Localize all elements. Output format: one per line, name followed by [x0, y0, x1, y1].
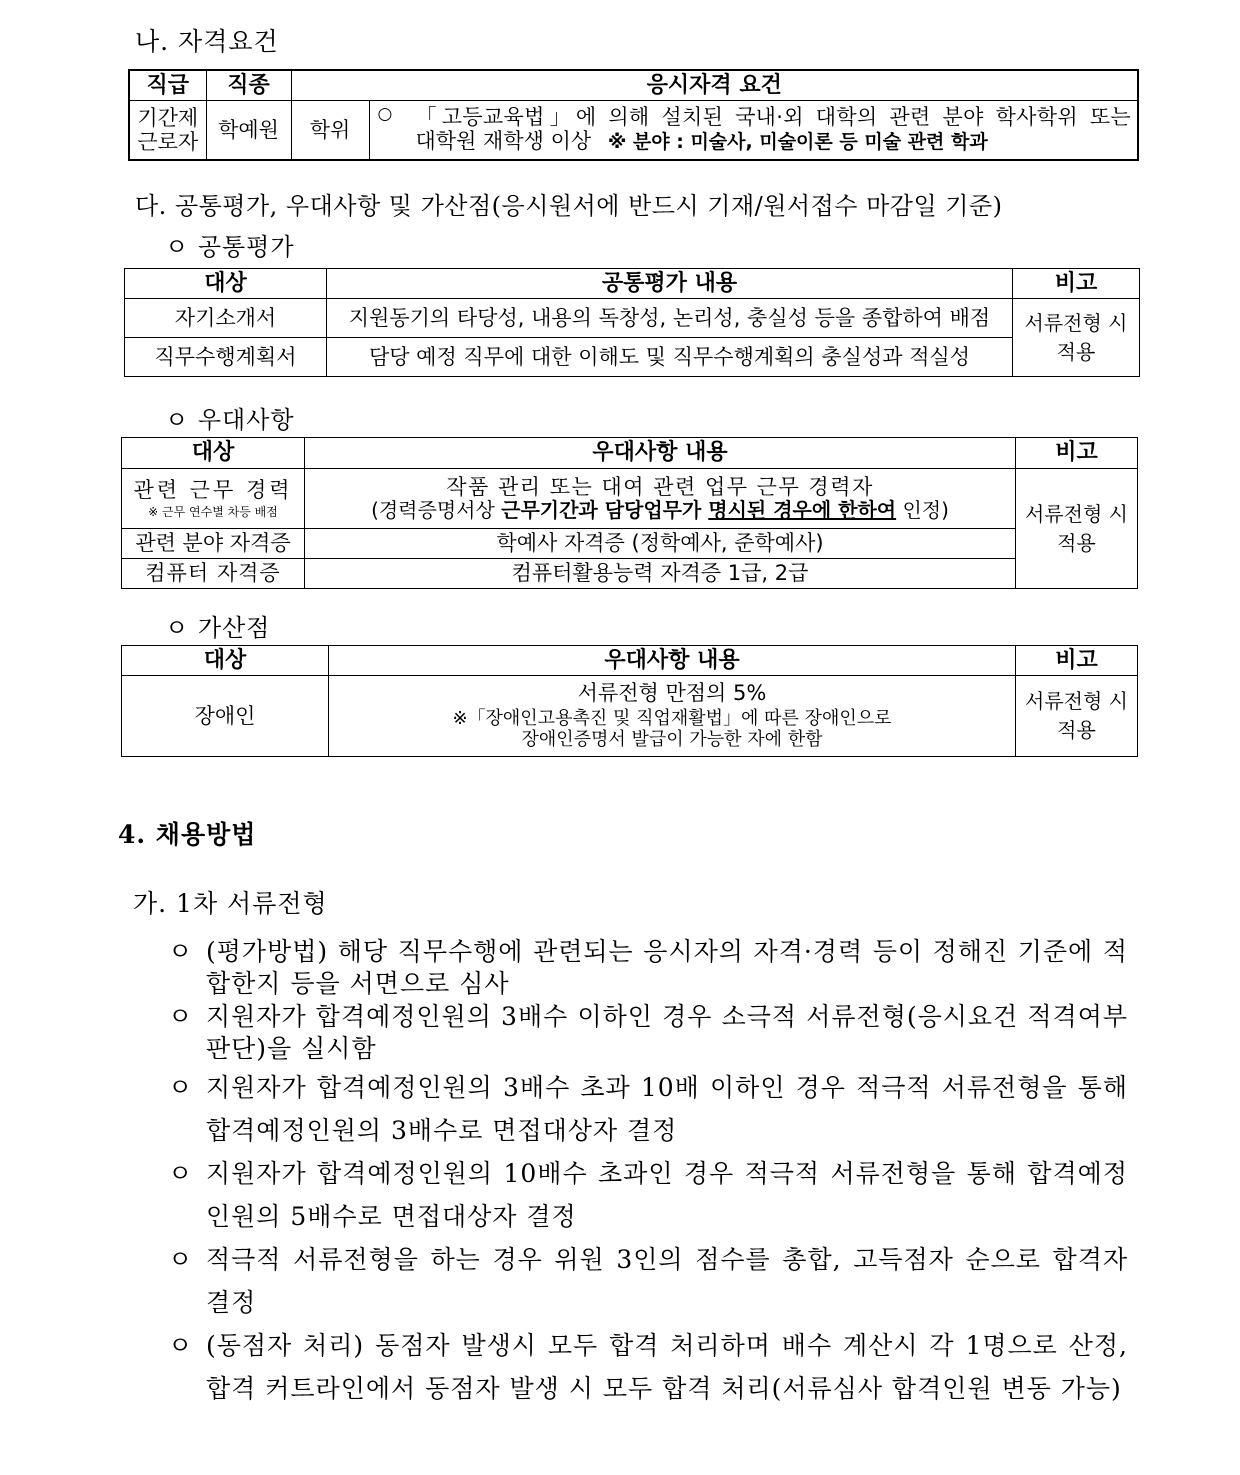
- bullet-mark: ㅇ: [168, 1331, 194, 1360]
- header-job: 직종: [206, 70, 291, 100]
- pref-row1-target-text: 관련 근무 경력: [133, 477, 293, 502]
- pref-row3-target: 컴퓨터 자격증: [122, 559, 305, 589]
- common-remark-line1: 서류전형 시: [1024, 310, 1128, 335]
- method-item-2: [168, 1001, 1128, 1065]
- common-remark: [1013, 299, 1140, 377]
- pref-row1-line2-a: (경력증명서상: [371, 498, 502, 523]
- pref-row1-line2-d: 인정): [896, 498, 949, 523]
- qualification-table: [128, 69, 1139, 161]
- job-cell: 학예원: [206, 100, 291, 160]
- pref-header-content: 우대사항 내용: [305, 438, 1016, 469]
- bonus-header-content: 우대사항 내용: [329, 646, 1016, 676]
- pref-row1-line1: 작품 관리 또는 대여 관련 업무 근무 경력자: [446, 474, 874, 499]
- requirement-line2: [416, 129, 1132, 154]
- requirement-cell: [369, 100, 1138, 160]
- bullet-mark: ㅇ: [168, 1159, 194, 1188]
- category-cell: 학위: [291, 100, 369, 160]
- common-eval-table: [124, 268, 1140, 377]
- pref-row1-target: [122, 469, 305, 529]
- section-qualification-title: 나. 자격요건: [135, 27, 279, 56]
- pref-row2-content: 학예사 자격증 (정학예사, 준학예사): [305, 529, 1016, 559]
- section-evaluation-title: 다. 공통평가, 우대사항 및 가산점(응시원서에 반드시 기재/원서접수 마감일 기준): [135, 192, 1003, 220]
- pref-row3-content: 컴퓨터활용능력 자격증 1급, 2급: [305, 559, 1016, 589]
- bonus-remark: [1016, 676, 1138, 757]
- common-row2-target: 직무수행계획서: [125, 338, 327, 377]
- bonus-table: [121, 645, 1138, 757]
- common-row2-content: 담당 예정 직무에 대한 이해도 및 직무수행계획의 충실성과 적실성: [327, 338, 1013, 377]
- bonus-content: [329, 676, 1016, 757]
- section-document-screening-title: 가. 1차 서류전형: [133, 889, 328, 918]
- bullet-mark: ○: [377, 103, 393, 124]
- method-item-text: 지원자가 합격예정인원의 10배수 초과인 경우 적극적 서류전형을 통해 합격예정인원의 5배수로 면접대상자 결정: [206, 1159, 1128, 1231]
- method-item-text: (동점자 처리) 동점자 발생시 모두 합격 처리하며 배수 계산시 각 1명으로 산정, 합격 커트라인에서 동점자 발생 시 모두 합격 처리(서류심사 합격인원 변동 가능): [206, 1331, 1128, 1403]
- bonus-line3: 장애인증명서 발급이 가능한 자에 한함: [521, 729, 823, 751]
- method-item-text: (평가방법) 해당 직무수행에 관련되는 응시자의 자격·경력 등이 정해진 기준에 적합한지 등을 서면으로 심사: [206, 937, 1128, 998]
- bonus-header-target: 대상: [122, 646, 329, 676]
- pref-row1-target-note: ※ 근무 연수별 차등 배점: [148, 504, 278, 519]
- common-header-target: 대상: [125, 269, 327, 299]
- pref-header-target: 대상: [122, 438, 305, 469]
- method-item-text: 지원자가 합격예정인원의 3배수 초과 10배 이하인 경우 적극적 서류전형을 통해 합격예정인원의 3배수로 면접대상자 결정: [206, 1073, 1128, 1145]
- rank-line1: 기간제: [137, 105, 199, 130]
- pref-remark: [1016, 469, 1138, 589]
- pref-row1-line2: [305, 499, 1015, 522]
- header-rank: 직급: [129, 70, 206, 100]
- bonus-line1: 서류전형 만점의 5%: [577, 681, 767, 706]
- common-header-remark: 비고: [1013, 269, 1140, 299]
- rank-cell: [129, 100, 206, 160]
- method-item-1: [168, 936, 1128, 1000]
- common-eval-label: ㅇ 공통평가: [165, 233, 295, 261]
- bonus-target: 장애인: [122, 676, 329, 757]
- method-item-3: [168, 1066, 1128, 1152]
- bullet-mark: ㅇ: [168, 1245, 194, 1274]
- common-header-content: 공통평가 내용: [327, 269, 1013, 299]
- pref-row1-line2-b: 근무기간과 담당업무가: [501, 498, 709, 523]
- method-item-5: [168, 1238, 1128, 1324]
- header-requirement: 응시자격 요건: [291, 70, 1138, 100]
- bonus-header-remark: 비고: [1016, 646, 1138, 676]
- common-row1-content: 지원동기의 타당성, 내용의 독창성, 논리성, 충실성 등을 종합하여 배점: [327, 299, 1013, 338]
- method-item-6: [168, 1324, 1128, 1410]
- bonus-line2: ※「장애인고용촉진 및 직업재활법」에 따른 장애인으로: [452, 708, 892, 730]
- method-item-4: [168, 1152, 1128, 1238]
- pref-header-remark: 비고: [1016, 438, 1138, 469]
- pref-row1-line2-c: 명시된 경우에 한하여: [708, 498, 897, 523]
- bonus-remark-line1: 서류전형 시: [1025, 689, 1128, 713]
- rank-line2: 근로자: [137, 129, 199, 154]
- section-hiring-method-title: 4. 채용방법: [118, 820, 257, 849]
- method-item-text: 적극적 서류전형을 하는 경우 위원 3인의 점수를 총합, 고득점자 순으로 합격자 결정: [206, 1245, 1128, 1317]
- bullet-mark: ㅇ: [168, 937, 194, 966]
- common-remark-line2: 적용: [1056, 339, 1096, 364]
- pref-row2-target: 관련 분야 자격증: [122, 529, 305, 559]
- preference-table: [121, 437, 1138, 589]
- bullet-mark: ㅇ: [168, 1002, 194, 1031]
- pref-row1-content: [305, 469, 1016, 529]
- bonus-label: ㅇ 가산점: [165, 614, 271, 642]
- requirement-field-note: ※ 분야 : 미술사, 미술이론 등 미술 관련 학과: [607, 131, 988, 154]
- preference-label: ㅇ 우대사항: [165, 406, 295, 434]
- requirement-line2-text: 대학원 재학생 이상: [415, 129, 592, 154]
- bullet-mark: ㅇ: [168, 1073, 194, 1102]
- bonus-remark-line2: 적용: [1057, 718, 1096, 742]
- common-row1-target: 자기소개서: [125, 299, 327, 338]
- requirement-line1: 「고등교육법」에 의해 설치된 국내·외 대학의 관련 분야 학사학위 또는: [415, 105, 1132, 130]
- pref-remark-line2: 적용: [1057, 530, 1096, 555]
- method-item-text: 지원자가 합격예정인원의 3배수 이하인 경우 소극적 서류전형(응시요건 적격여부 판단)을 실시함: [206, 1002, 1128, 1063]
- pref-remark-line1: 서류전형 시: [1025, 501, 1128, 526]
